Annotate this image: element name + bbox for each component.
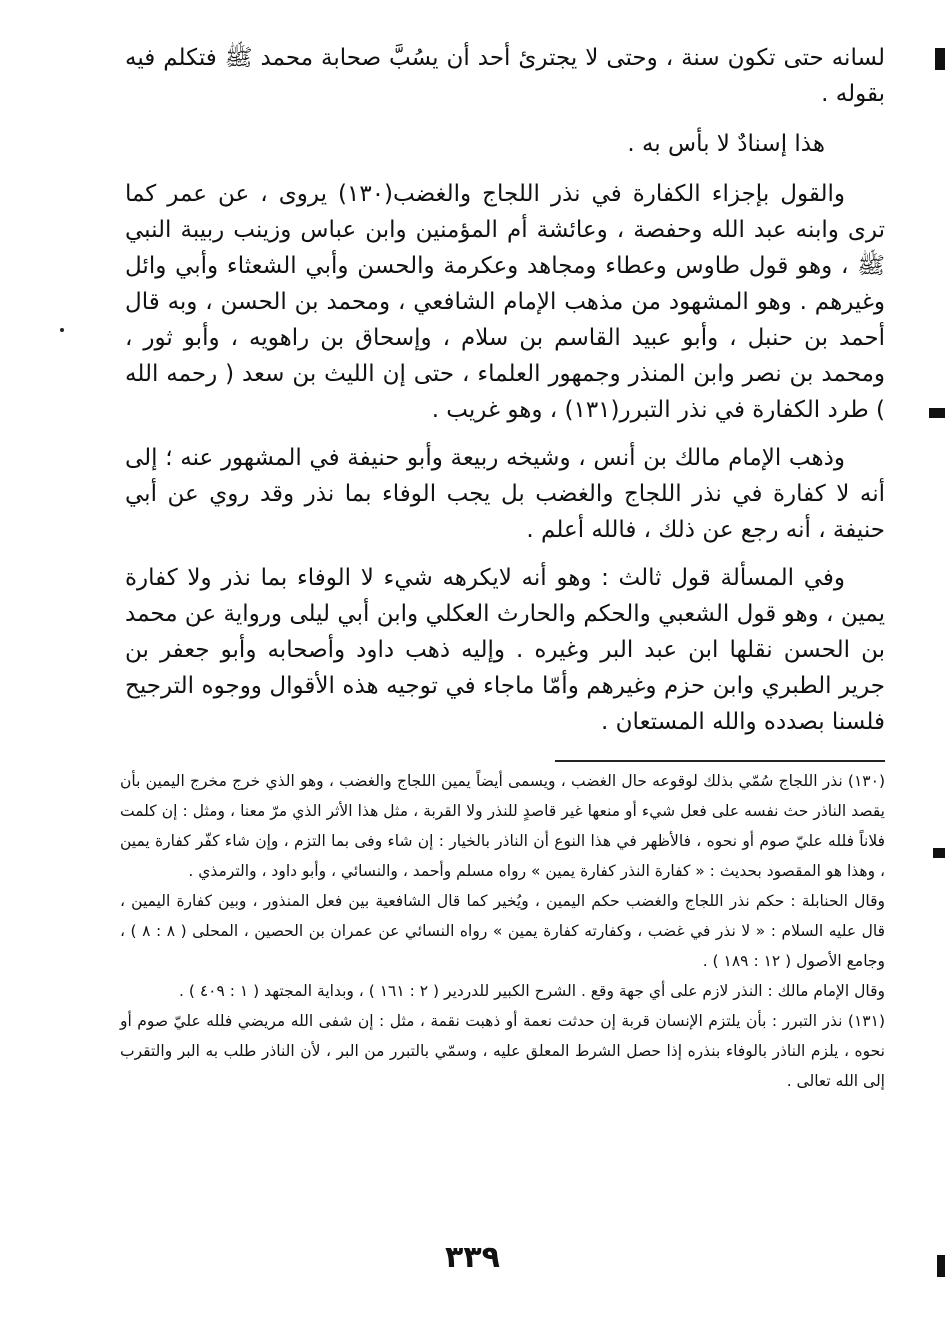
footnote-131: (١٣١) نذر التبرر : بأن يلتزم الإنسان قربة إن حدثت نعمة أو ذهبت نقمة ، مثل : إن شفى الله مريضي فلله عليّ صوم أو نحوه ، يلزم الناذر بالوفاء بنذره إذا حصل الشرط المعلق عليه ، وسمّي بالتبرر من البر ، لأن الناذر طلب به البر والتقرب إلى الله تعالى . xyxy=(120,1012,885,1090)
paragraph-kaffara: والقول بإجزاء الكفارة في نذر اللجاج والغضب(١٣٠) يروى ، عن عمر كما ترى وابنه عبد الله وحفصة ، وعائشة أم المؤمنين وابن عباس وزينب ربيبة النبي ﷺ ، وهو قول طاوس وعطاء ومجاهد وعكرمة والحسن وأبي الشعثاء وأبي وائل وغيرهم . وهو المشهود من مذهب الإمام الشافعي ، ومحمد بن الحسن ، وبه قال أحمد بن حنبل ، وأبو عبيد القاسم بن سلام ، وإسحاق بن راهويه ، وأبو ثور ، ومحمد بن نصر وابن المنذر وجمهور العلماء ، حتى إن الليث بن سعد ( رحمه الله ) طرد الكفارة في نذر التبرر(١٣١) ، وهو غريب . xyxy=(125,181,885,423)
footnote-rule xyxy=(555,760,885,762)
margin-mark-bottom xyxy=(937,1255,945,1277)
footnotes xyxy=(120,766,885,1096)
footnote-130: (١٣٠) نذر اللجاج سُمّي بذلك لوقوعه حال الغضب ، ويسمى أيضاً يمين اللجاج والغضب ، وهو الذي خرج مخرج اليمين بأن يقصد الناذر حث نفسه على فعل شيء أو منعها غير قاصدٍ للنذر ولا القربة ، مثل هذا الأثر الذي مرّ معنا ، ومثل : إن كلمت فلاناً فلله عليّ صوم أو نحوه ، فالأظهر في هذا النوع أن الناذر بالخيار : إن شاء وفى بما التزم ، وإن شاء كفّر كفارة يمين ، وهذا هو المقصود بحديث : « كفارة النذر كفارة يمين » رواه مسلم وأحمد ، والنسائي ، وأبو داود ، والترمذي . xyxy=(120,772,885,880)
margin-mark-lower xyxy=(933,848,945,858)
margin-mark-middle xyxy=(929,408,945,418)
paragraph-isnad: هذا إسنادٌ لا بأس به . xyxy=(627,131,825,157)
paragraph-malik: وذهب الإمام مالك بن أنس ، وشيخه ربيعة وأبو حنيفة في المشهور عنه ؛ إلى أنه لا كفارة في نذر اللجاج والغضب بل يجب الوفاء بما نذر وقد روي عن أبي حنيفة ، أنه رجع عن ذلك ، فالله أعلم . xyxy=(125,445,885,543)
paragraph-opening: لسانه حتى تكون سنة ، وحتى لا يجترئ أحد أن يسُبَّ صحابة محمد ﷺ فتكلم فيه بقوله . xyxy=(125,45,885,107)
main-text xyxy=(125,40,885,740)
page-number: ٣٣٩ xyxy=(445,1240,500,1275)
scan-dot xyxy=(60,328,64,332)
footnote-130-hanabila: وقال الحنابلة : حكم نذر اللجاج والغضب حكم اليمين ، ويُخير كما قال الشافعية بين فعل المنذور ، وبين كفارة اليمين ، قال عليه السلام : « لا نذر في غضب ، وكفارته كفارة يمين » رواه النسائي عن عمران بن الحصين ، المحلى ( ٨ : ٨ ) ، وجامع الأصول ( ١٢ : ١٨٩ ) . xyxy=(120,892,886,970)
footnote-130-malik: وقال الإمام مالك : النذر لازم على أي جهة وقع . الشرح الكبير للدردير ( ٢ : ١٦١ ) ، وبداية المجتهد ( ١ : ٤٠٩ ) . xyxy=(179,982,885,1000)
margin-mark-top xyxy=(935,48,945,70)
paragraph-third-opinion: وفي المسألة قول ثالث : وهو أنه لايكرهه شيء لا الوفاء بما نذر ولا كفارة يمين ، وهو قول الشعبي والحكم والحارث العكلي وابن أبي ليلى ورواية عن محمد بن الحسن نقلها ابن عبد البر وغيره . وإليه ذهب داود وأصحابه وأبو جعفر بن جرير الطبري وابن حزم وغيرهم وأمّا ماجاء في توجيه هذه الأقوال ووجوه الترجيح فلسنا بصدده والله المستعان . xyxy=(125,565,885,735)
